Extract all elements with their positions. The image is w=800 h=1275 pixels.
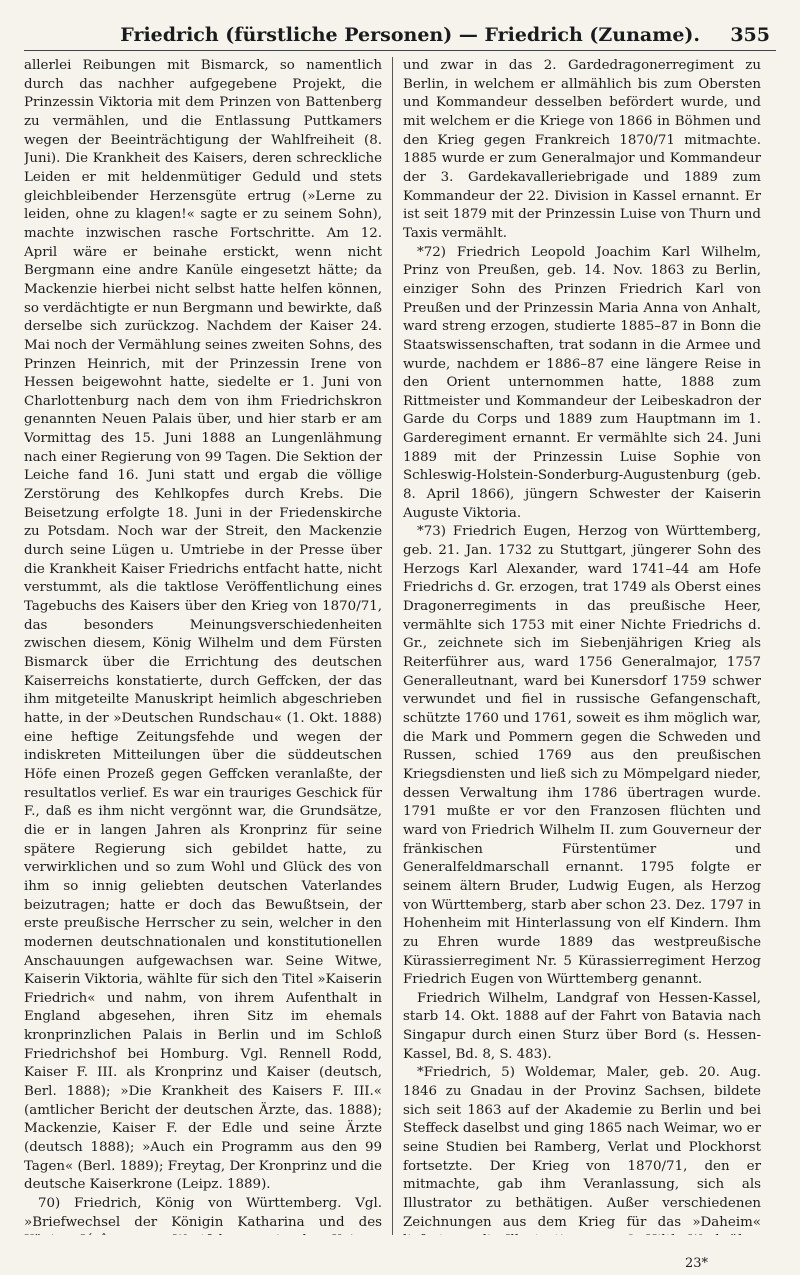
paragraph: 70) Friedrich, König von Württemberg. Vgl. »Briefwechsel der Königin Katharina und des (24, 1196, 382, 1230)
running-title: Friedrich (fürstliche Personen) — Friedrich (Zuname). (120, 24, 701, 46)
paragraph: *Friedrich, 5) Woldemar, Maler, geb. 20. Aug. 1846 zu Gnadau in der Provinz Sachsen, bildete sich seit 1863 auf der Akademie zu Berlin und bei Steffeck daselbst und ging 1865 nach Weimar, wo er seine Studien bei Ramberg, Verlat und Plockhorst fortsetzte. Der Krieg von 1870/71, den er mitmachte, gab ihm Veranlassung, sich als Illustrator zu bethätigen. Außer verschiedenen Zeichnungen aus dem Krieg für das »Daheim« (403, 1065, 761, 1230)
paragraph: und zwar in das 2. Gardedragonerregiment zu Berlin, in welchem er allmählich bis zum Obersten und Kommandeur desselben befördert wurde, und mit welchem er die Kriege von 1866 in Böhmen und den Krieg gegen Frankreich 1870/71 mitmachte. 1885 wurde er zum Generalmajor und Kommandeur der 3. Gardekavalleriebrigade und 1889 zum Kommandeur der 22. Division in Kassel ernannt. Er ist seit 1879 mit der Prinzessin Luise von Thurn und Taxis vermählt. (403, 58, 761, 241)
paragraph: *73) Friedrich Eugen, Herzog von Württemberg, geb. 21. Jan. 1732 zu Stuttgart, jüngerer Sohn des Herzogs Karl Alexander, ward 1741–44 am Hofe Friedrichs d. Gr. erzogen, trat 1749 als Oberst eines Dragonerregiments in das preußische Heer, vermählte sich 1753 mit einer Nichte Friedrichs d. Gr., zeichnete sich im Siebenjährigen Krieg als Reiterführer aus, ward 1756 Generalmajor, 1757 Generalleutnant, ward bei Kunersdorf 1759 schwer verwundet und fiel in russische Gefangenschaft, schützte 1760 und 1761, soweit es ihm möglich war, die Mark und Pommern gegen die Schweden und Russen, schied 1769 aus den preußischen Kriegsdiensten und ließ sich zu Mömpelgard nieder, dessen Verwaltung ihm 1786 übertragen wurde. 1791 mußte er vor den Franzosen flüchten und ward von Friedrich Wilhelm II. zum Gouverneur der fränkischen Fürstentümer und Generalfeldmarschall ernannt. 1795 folgte er seinem ältern Bruder, Ludwig Eugen, als Herzog von Württemberg, starb aber schon 23. Dez. 1797 in Hohenheim mit Hinterlassung von elf Kindern. Ihm zu Ehren wurde 1889 das westpreußische Kürassierregiment Nr. 5 Kürassierregiment Herzog Friedrich Eugen von Württemberg genannt. (403, 524, 761, 988)
left-column (24, 57, 392, 1235)
paragraph: *72) Friedrich Leopold Joachim Karl Wilhelm, Prinz von Preußen, geb. 14. Nov. 1863 zu Berlin, einziger Sohn des Prinzen Friedrich Karl von Preußen und der Prinzessin Maria Anna von Anhalt, ward streng erzogen, studierte 1885–87 in Bonn die Staatswissenschaften, trat sodann in die Armee und wurde, nachdem er 1886–87 eine längere Reise in den Orient unternommen hatte, 1888 zum Rittmeister und Kommandeur der Leibeskadron der Garde du Corps und 1889 zum Hauptmann im 1. Garderegiment ernannt. Er vermählte sich 24. Juni 1889 mit der Prinzessin Luise Sophie von Schleswig-Holstein-Sonderburg-Augustenburg (geb. 8. April 1866), jüngern Schwester der Kaiserin Auguste Viktoria. (403, 244, 761, 521)
printer-signature: 23* (684, 1256, 708, 1271)
paragraph: Friedrich Wilhelm, Landgraf von Hessen-Kassel, starb 14. Okt. 1888 auf der Fahrt von Batavia nach Singapur durch einen Sturz über Bord (s. Hessen-Kassel, Bd. 8, S. 483). (403, 990, 761, 1062)
page-number: 355 (730, 24, 770, 46)
paragraph: allerlei Reibungen mit Bismarck, so namentlich durch das nachher aufgegebene Projekt, die Prinzessin Viktoria mit dem Prinzen von Battenberg zu vermählen, und die Entlassung Puttkamers wegen der Beeinträchtigung der Wahlfreiheit (8. Juni). Die Krankheit des Kaisers, deren schreckliche Leiden er mit heldenmütiger Geduld und stets gleichbleibender Herzensgüte ertrug (»Lerne zu leiden, ohne zu klagen!« sagte er zu seinem Sohn), machte inzwischen rasche Fortschritte. Am 12. April wäre er beinahe erstickt, wenn nicht Bergmann eine andre Kanüle eingesetzt hätte; da Mackenzie hierbei nicht selbst hatte helfen können, so verdächtigte er nun Bergmann und bewirkte, daß derselbe sich zurückzog. Nachdem der Kaiser 24. Mai noch der Vermählung seines zweiten Sohns, des Prinzen Heinrich, mit der Prinzessin Irene von Hessen beigewohnt hatte, siedelte er 1. Juni von Charlottenburg nach dem von ihm Friedrichskron genannten Neuen Palais über, und hier starb er am Vormittag des 15. Juni 1888 an Lungenlähmung nach einer Regierung von 99 Tagen. Die Sektion der Leiche fand 16. Juni statt und ergab die völlige Zerstörung des Kehlkopfes durch Krebs. Die Beisetzung erfolgte 18. Juni in der Friedenskirche zu Potsdam. Noch war der Streit, den Mackenzie durch seine Lügen u. Umtriebe in der Presse über die Krankheit Kaiser Friedrichs entfacht hatte, nicht verstummt, als die taktlose Veröffentlichung eines Tagebuchs des Kaisers über den Krieg von 1870/71, das besonders Meinungsverschiedenheiten zwischen diesem, König Wilhelm und dem Fürsten Bismarck über die Errichtung des deutschen Kaiserreichs konstatierte, durch Geffcken, der das ihm mitgeteilte Manuskript heimlich abgeschrieben hatte, in der »Deutschen Rundschau« (1. Okt. 1888) eine heftige Zeitungsfehde und wegen der indiskreten Mitteilungen über die süddeutschen Höfe einen Prozeß gegen Geffcken veranlaßte, der resultatlos verlief. Es war ein trauriges Geschick für F., daß es ihm nicht vergönnt war, die Grundsätze, die er in langen Jahren als Kronprinz für seine spätere Regierung sich gebildet hatte, zu verwirklichen und so zum Wohl und Glück des von ihm so innig geliebten deutschen Vaterlandes beizutragen; hatte er doch das Bewußtsein, der erste preußische Herrscher zu sein, welcher in den modernen deutschnationalen und konstitutionellen Anschauungen aufgewachsen war. Seine Witwe, Kaiserin Viktoria, wählte für sich den Titel »Kaiserin Friedrich« und nahm, von ihrem Aufenthalt in England abgesehen, ihren Sitz im ehemals kronprinzlichen Palais in Berlin und im Schloß Friedrichshof bei Homburg. Vgl. Rennell Rodd, Kaiser F. III. als Kronprinz und Kaiser (deutsch, Berl. 1888); »Die Krankheit des Kaisers F. III.« (amtlicher Bericht der deutschen Ärzte, das. 1888); Mackenzie, Kaiser F. der Edle und seine Ärzte (deutsch 1888); »Auch ein Programm aus den 99 Tagen« (Berl. 1889); Freytag, Der Kronprinz und die deutsche Kaiserkrone (Leipz. 1889). (24, 58, 382, 1193)
text-columns (24, 57, 776, 1235)
right-column (393, 57, 761, 1235)
running-header (24, 14, 776, 51)
